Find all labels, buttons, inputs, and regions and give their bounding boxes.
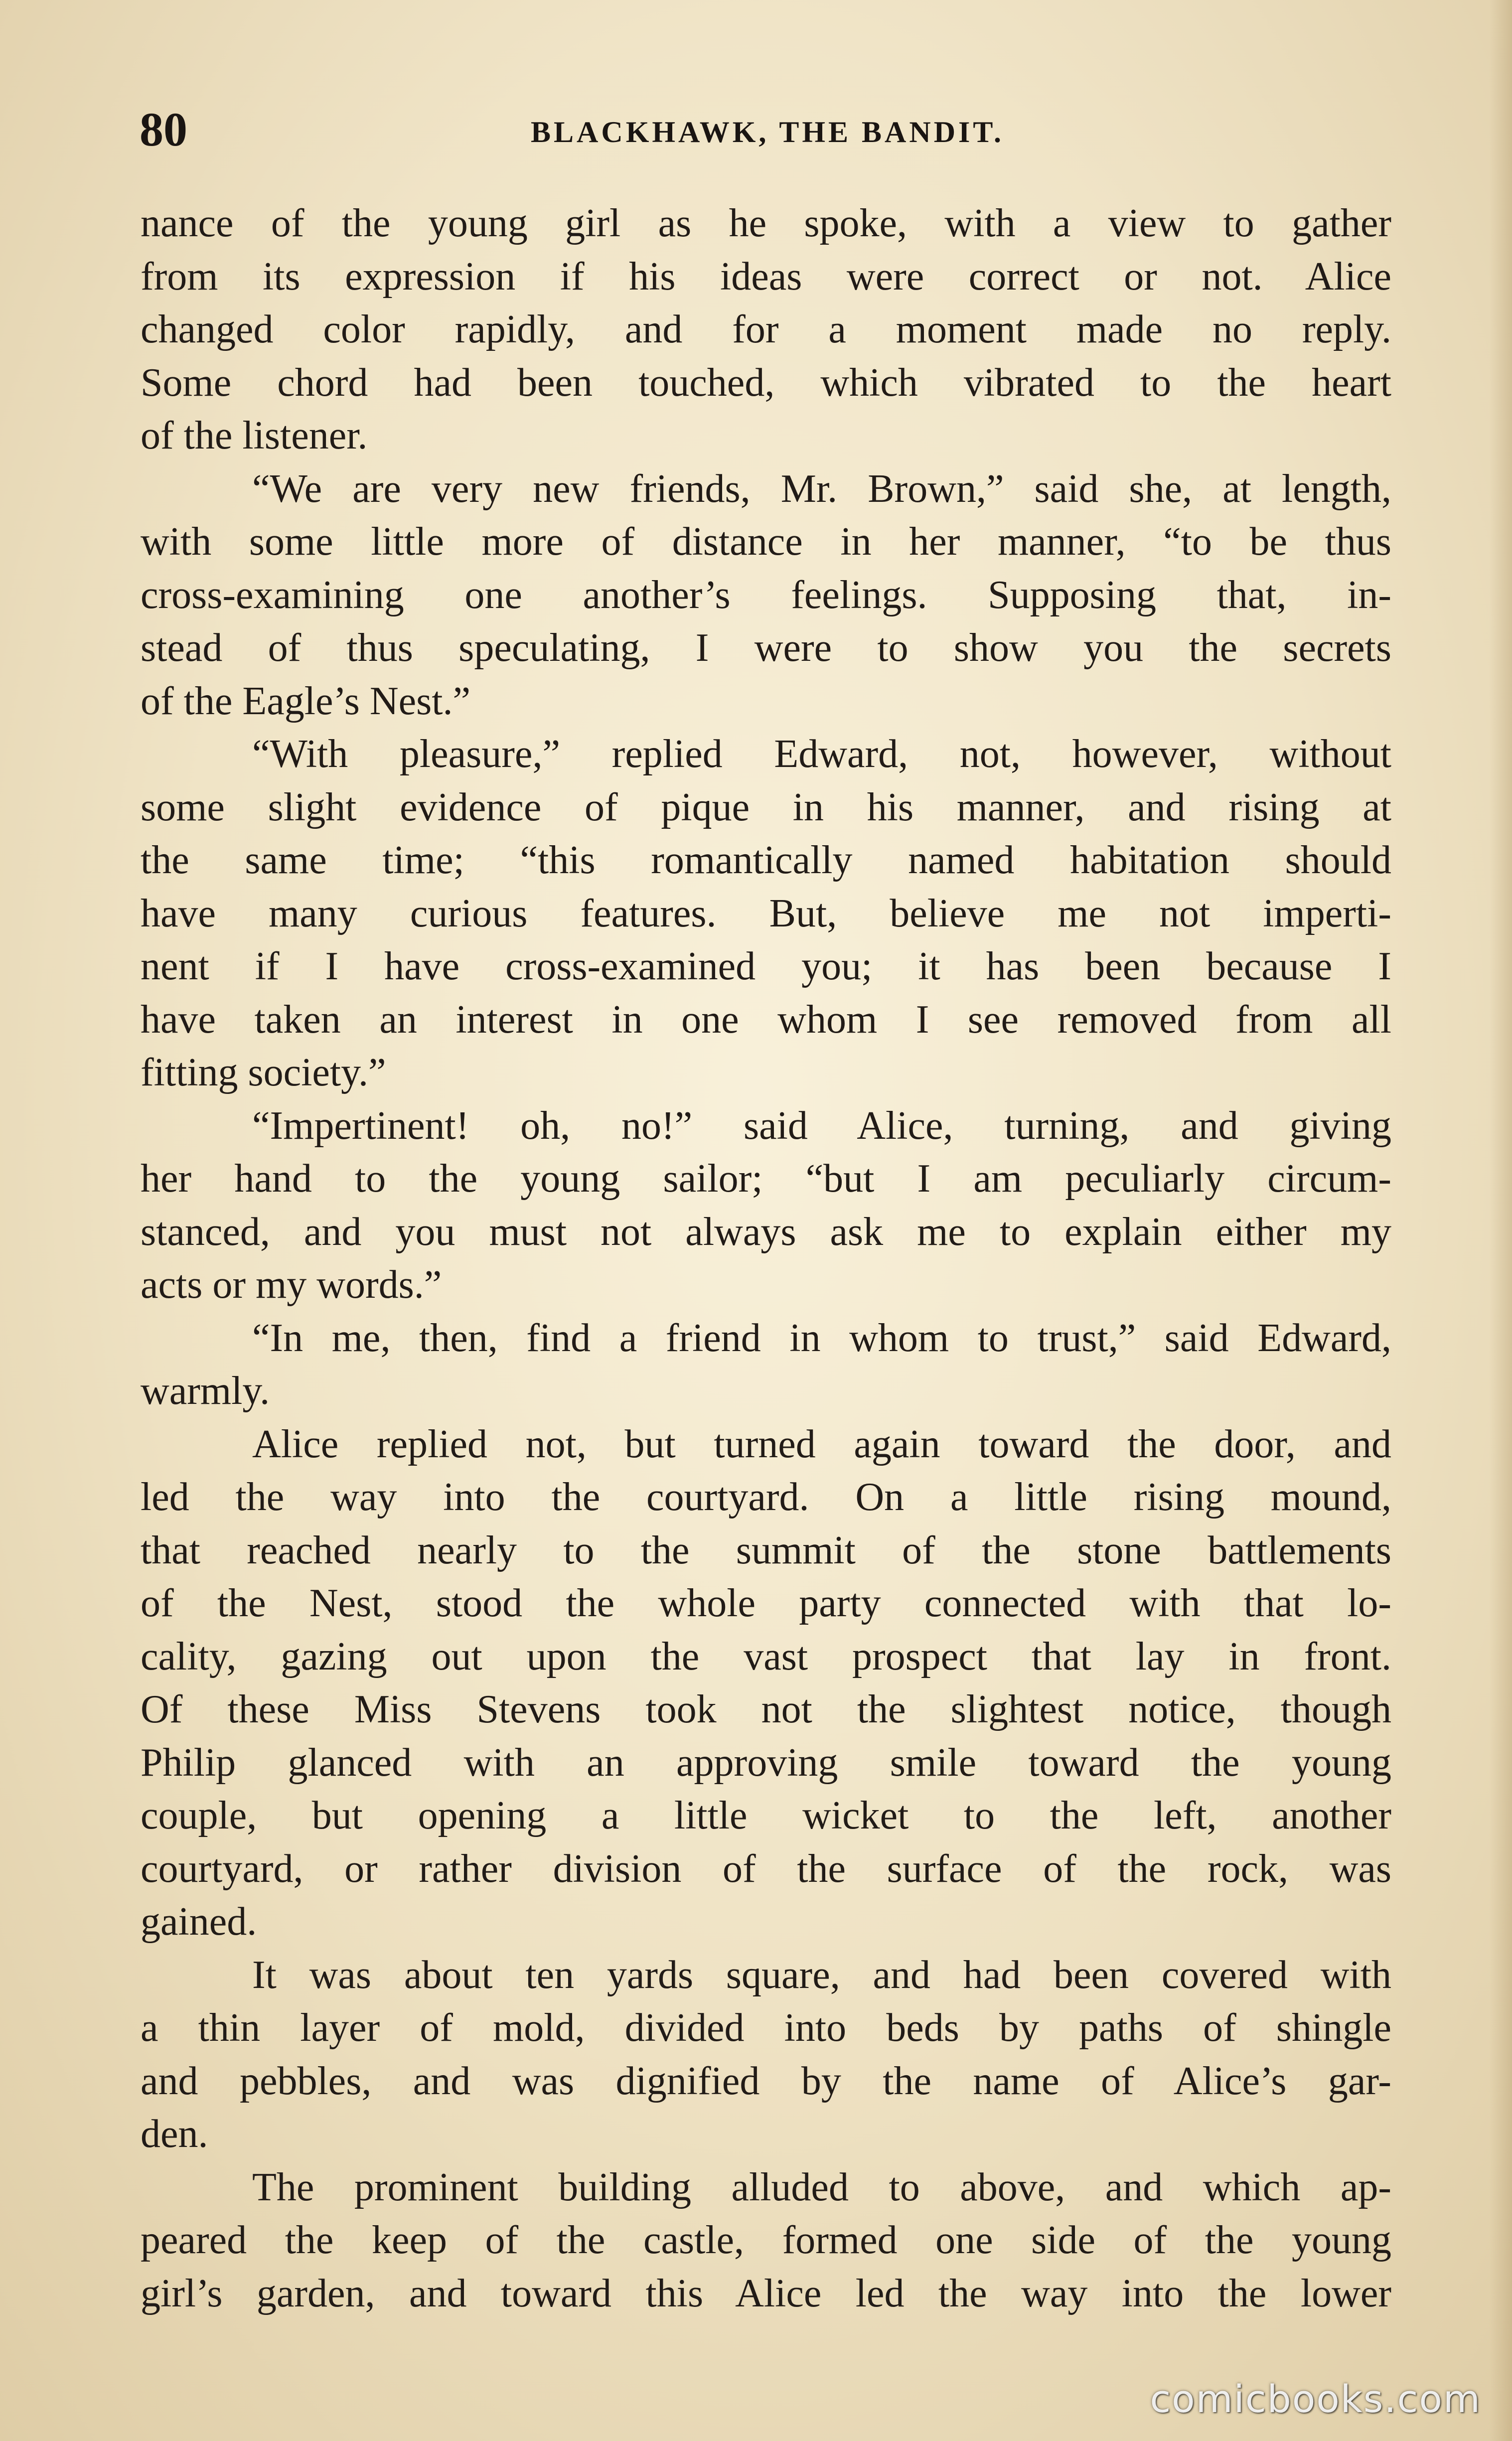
text-line: that reached nearly to the summit of the stone battlements xyxy=(141,1528,1391,1572)
text-line: cality, gazing out upon the vast prospect that lay in front. xyxy=(141,1634,1391,1678)
text-line: have taken an interest in one whom I see removed from all xyxy=(141,997,1391,1042)
text-line: “With pleasure,” replied Edward, not, however, without xyxy=(252,732,1391,776)
text-line: warmly. xyxy=(141,1369,270,1413)
text-line: couple, but opening a little wicket to the left, another xyxy=(141,1794,1391,1837)
text-line: her hand to the young sailor; “but I am peculiarly circum- xyxy=(141,1157,1391,1201)
text-line: gained. xyxy=(141,1900,257,1944)
text-line: stead of thus speculating, I were to show you the secrets xyxy=(141,626,1391,670)
text-line: courtyard, or rather division of the surface of the rock, was xyxy=(141,1846,1391,1891)
text-line: stanced, and you must not always ask me to explain either my xyxy=(141,1210,1391,1254)
page-edge-shadow xyxy=(1489,0,1512,2441)
page-number: 80 xyxy=(140,103,187,156)
text-line: of the listener. xyxy=(141,414,368,458)
text-line: of the Eagle’s Nest.” xyxy=(141,679,470,723)
text-line: den. xyxy=(141,2112,208,2156)
text-line: Of these Miss Stevens took not the slightest notice, though xyxy=(141,1687,1391,1731)
watermark: comicbooks.com xyxy=(1150,2377,1481,2421)
text-line: “Impertinent! oh, no!” said Alice, turning, and giving xyxy=(252,1103,1391,1148)
text-line: The prominent building alluded to above, and which ap- xyxy=(252,2165,1391,2209)
text-line: “We are very new friends, Mr. Brown,” said she, at length, xyxy=(252,466,1391,511)
text-line: have many curious features. But, believe me not imperti- xyxy=(141,891,1391,935)
text-line: and pebbles, and was dignified by the name of Alice’s gar- xyxy=(141,2059,1391,2103)
text-line: girl’s garden, and toward this Alice led the way into the lower xyxy=(141,2271,1391,2315)
text-line: Philip glanced with an approving smile toward the young xyxy=(141,1740,1391,1785)
page-header xyxy=(140,102,1395,157)
text-line: peared the keep of the castle, formed one side of the young xyxy=(141,2218,1391,2262)
text-line: nance of the young girl as he spoke, with a view to gather xyxy=(141,201,1391,245)
text-line: the same time; “this romantically named habitation should xyxy=(141,838,1391,882)
text-line: cross-examining one another’s feelings. Supposing that, in- xyxy=(141,573,1391,617)
text-line: It was about ten yards square, and had been covered with xyxy=(252,1953,1391,1997)
text-line: “In me, then, find a friend in whom to trust,” said Edward, xyxy=(252,1316,1391,1360)
text-line: with some little more of distance in her manner, “to be thus xyxy=(141,520,1391,564)
body-text xyxy=(141,197,1391,2320)
text-line: changed color rapidly, and for a moment made no reply. xyxy=(141,307,1391,351)
running-head: BLACKHAWK, THE BANDIT. xyxy=(531,116,1004,149)
text-line: fitting society.” xyxy=(141,1051,386,1094)
text-line: of the Nest, stood the whole party connected with that lo- xyxy=(141,1581,1391,1625)
text-line: nent if I have cross-examined you; it has been because I xyxy=(141,944,1391,988)
text-line: a thin layer of mold, divided into beds by paths of shingle xyxy=(141,2006,1391,2050)
text-line: from its expression if his ideas were correct or not. Alice xyxy=(141,254,1391,299)
text-line: acts or my words.” xyxy=(141,1263,442,1307)
text-line: Some chord had been touched, which vibrated to the heart xyxy=(141,360,1391,405)
text-line: Alice replied not, but turned again toward the door, and xyxy=(252,1422,1391,1466)
text-line: some slight evidence of pique in his manner, and rising at xyxy=(141,785,1391,829)
text-line: led the way into the courtyard. On a little rising mound, xyxy=(141,1475,1391,1519)
